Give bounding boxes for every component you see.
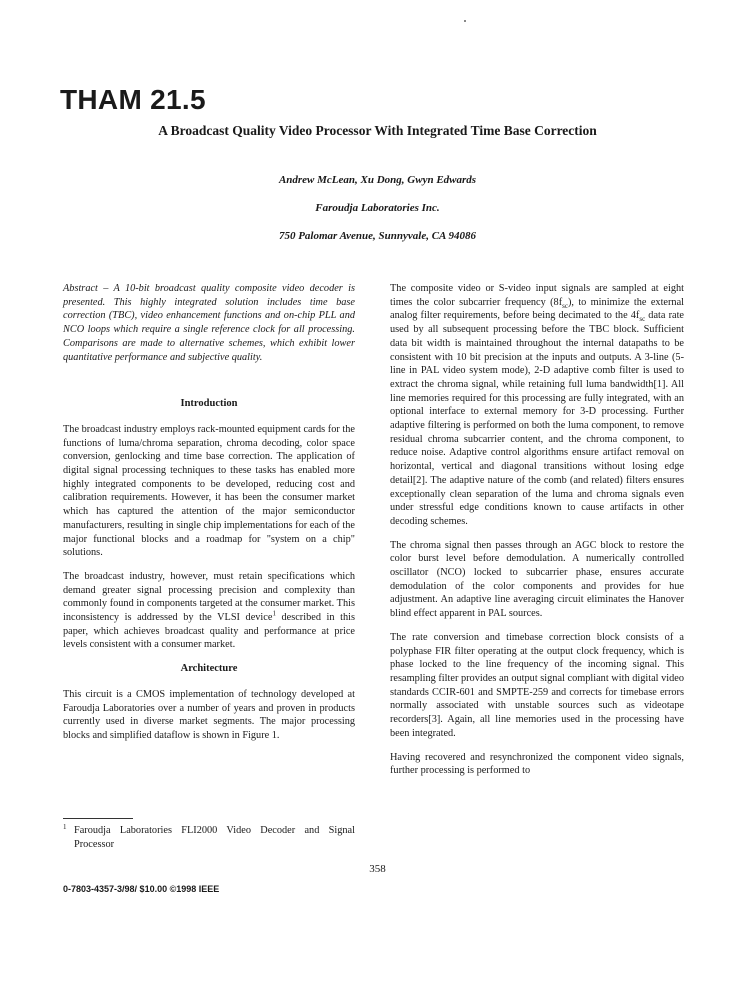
introduction-paragraph-1: The broadcast industry employs rack-mounted equipment cards for the functions of luma/chroma separation, chroma decoding, color space conversion, genlocking and time base correction. The application of digital signal processing techniques to these tasks has enabled more highly integrated components to be developed, reducing cost and calibration requirements. However, it has been the consumer market which has captured the attention of the major semiconductor manufacturers, resulting in single chip implementations for each of the major functional blocks and a roadmap for "system on a chip" solutions. — [63, 423, 355, 559]
footnote-text: Faroudja Laboratories FLI2000 Video Decoder and Signal Processor — [74, 825, 355, 850]
page-number: 358 — [369, 863, 386, 875]
body-paragraph-1 — [390, 282, 684, 529]
body-paragraph-2: The chroma signal then passes through an AGC block to restore the color burst level before demodulation. A numerically controlled oscillator (NCO) locked to subcarrier phase, ensures accurate demodulation of the color components and provides for hue adjustment. An adaptive line averaging circuit eliminates the Hanover blind effect apparent in PAL sources. — [390, 539, 684, 620]
left-column — [63, 282, 355, 753]
session-code: THAM 21.5 — [60, 84, 206, 115]
right-column — [390, 282, 684, 788]
p1-text-c: data rate used by all subsequent processing before the TBC block. Sufficient data bit width is maintained throughout the internal datapaths to be consistent with 10 bit precision at the inputs and outputs. A 3-line (5-line in PAL video system mode), 2-D adaptive comb filter is used to extract the chroma signal, while retaining full luma bandwidth[1]. All line memories required for this processing are fully integrated, with an optional interface to external memory for 3-D processing. Further adaptive filtering is performed on both the luma component, to remove residual chroma subcarrier content, and the chroma component, to reduce noise. Adaptive control algorithms ensure artifact removal on horizontal, vertical and diagonal transitions without losing edge detail[2]. The adaptive nature of the comb (and related) filters ensures exceptionally clean separation of the luma and chroma signals even under stressful edge conditions known to cause artifacts in other decoding schemes. — [390, 310, 684, 527]
abstract-label: Abstract — [63, 283, 98, 294]
section-heading-architecture: Architecture — [180, 663, 238, 675]
p1-text-b: ), to minimize the external analog filter requirements, before being decimated to the 4f — [390, 296, 685, 322]
body-paragraph-4: Having recovered and resynchronized the component video signals, further processing is performed to — [390, 751, 684, 777]
body-paragraph-3: The rate conversion and timebase correction block consists of a polyphase FIR filter operating at the output clock frequency, which is phase locked to the line frequency of the incoming signal. This resampling filter provides an output signal compliant with digital video standards CCIR-601 and SMPTE-259 and corrects for timebase errors normally associated with unstable sources such as videotape recorders[3]. Again, all line memories used in the processing have been integrated. — [390, 631, 684, 739]
address: 750 Palomar Avenue, Sunnyvale, CA 94086 — [278, 230, 477, 242]
author-list: Andrew McLean, Xu Dong, Gwyn Edwards — [278, 174, 477, 186]
scan-speck — [464, 20, 466, 22]
abstract-text: – A 10-bit broadcast quality composite video decoder is presented. This highly integrated solution includes time base correction (TBC), video enhancement functions and on-chip PLL and NCO loops which require a single reference clock for all processing. Comparisons are made to alternative schemes, which exhibit lower quantitative performance and subjective quality. — [63, 283, 355, 363]
subscript-sc: sc — [639, 315, 646, 324]
footnote-mark: 1 — [63, 823, 67, 831]
footnote — [63, 824, 355, 851]
section-heading-introduction: Introduction — [180, 398, 238, 410]
footnote-divider — [63, 818, 133, 819]
abstract — [63, 282, 355, 364]
footnote-reference: 1 — [272, 609, 276, 618]
introduction-paragraph-2 — [63, 570, 355, 652]
paper-title: A Broadcast Quality Video Processor With Integrated Time Base Correction — [158, 123, 597, 138]
p1-text-a: The composite video or S-video input signals are sampled at eight times the color subcarrier frequency (8f — [390, 283, 684, 308]
architecture-paragraph-1: This circuit is a CMOS implementation of technology developed at Faroudja Laboratories over a number of years and proven in products currently used in diverse market segments. The major processing blocks and simplified dataflow is shown in Figure 1. — [63, 688, 355, 741]
affiliation: Faroudja Laboratories Inc. — [315, 202, 440, 214]
intro-p2-text-b: described in this paper, which achieves broadcast quality and performance at price levels consistent with a consumer market. — [63, 612, 356, 651]
subscript-sc: sc — [562, 301, 568, 310]
intro-p2-text-a: The broadcast industry, however, must retain specifications which demand greater signal processing precision and complexity than commonly found in components targeted at the consumer market. This inconsistency is addressed by the VLSI device — [63, 570, 355, 624]
copyright-line: 0-7803-4357-3/98/ $10.00 ©1998 IEEE — [63, 884, 220, 894]
